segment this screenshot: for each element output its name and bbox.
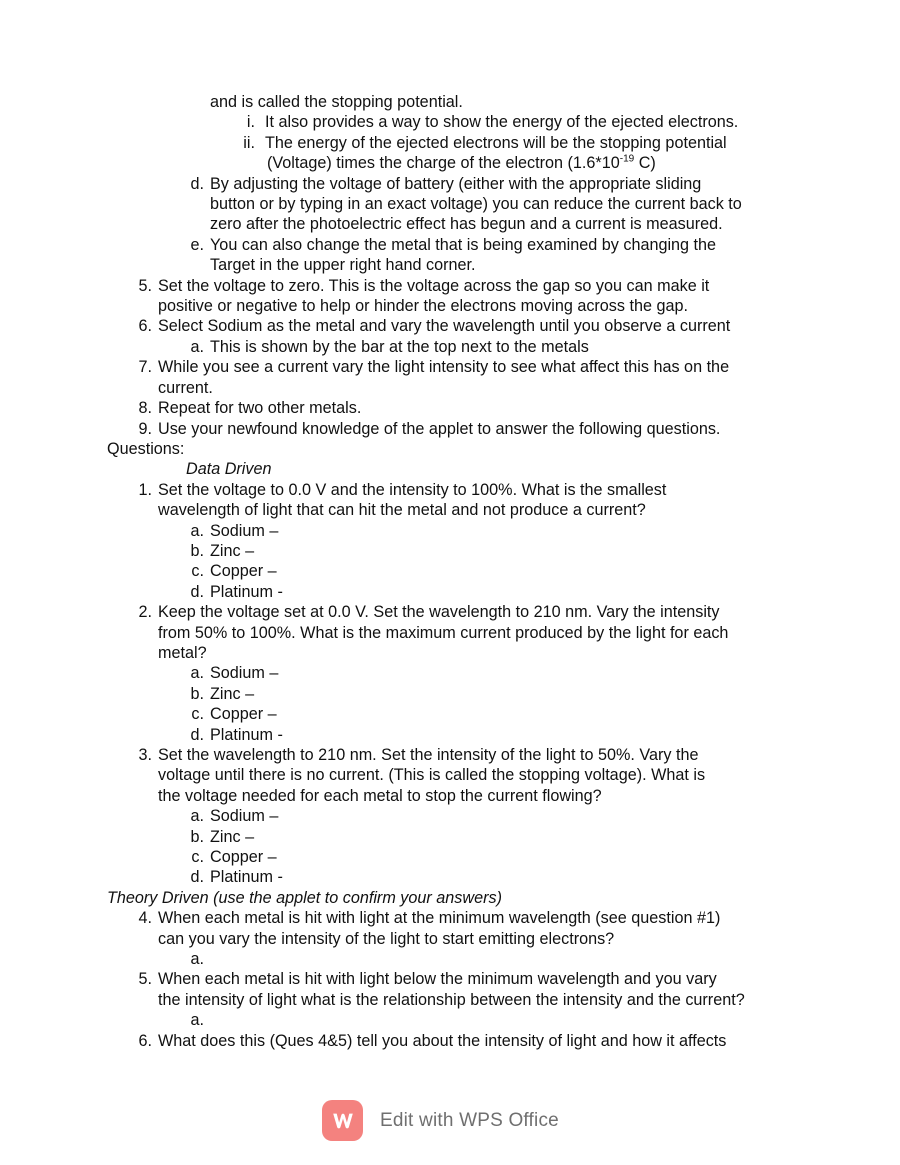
list-item-text: This is shown by the bar at the top next to the metals (210, 337, 589, 356)
charge-exponent: -19 (619, 153, 635, 165)
list-item (107, 969, 795, 989)
list-item (107, 480, 795, 500)
list-item (107, 419, 795, 439)
list-item (186, 847, 795, 867)
list-item-text: The energy of the ejected electrons will be the stopping potential (265, 133, 727, 152)
list-item (186, 684, 795, 704)
list-item-text: Platinum - (210, 868, 283, 887)
list-item-text: Platinum - (210, 725, 283, 744)
list-item-text: Copper – (210, 848, 277, 867)
theory-driven-heading (107, 888, 795, 908)
list-item-continuation-text: voltage until there is no current. (This is called the stopping voltage). What is (158, 766, 706, 785)
charge-expression-base: (Voltage) times the charge of the electron (1.6*10 (267, 154, 620, 173)
list-item-text: While you see a current vary the light intensity to see what affect this has on the (158, 358, 730, 377)
list-item-continuation-text: Target in the upper right hand corner. (210, 256, 476, 275)
list-item-continuation-text: metal? (158, 643, 207, 662)
list-item-text: Sodium – (210, 521, 279, 540)
data-driven-heading (186, 459, 795, 479)
list-item-continuation-text: zero after the photoelectric effect has begun and a current is measured. (210, 215, 723, 234)
list-item-continuation (158, 643, 795, 663)
list-marker: b. (190, 684, 204, 703)
list-item (186, 867, 795, 887)
list-marker: 2. (138, 603, 152, 622)
list-item (107, 908, 795, 928)
list-marker: c. (191, 562, 204, 581)
list-item (107, 398, 795, 418)
list-marker: c. (191, 705, 204, 724)
theory-driven-heading-text: Theory Driven (use the applet to confirm your answers) (107, 888, 502, 907)
list-item-continuation-text (267, 153, 795, 173)
edit-with-wps-office-label: Edit with WPS Office (380, 1109, 559, 1131)
list-item-continuation (158, 990, 795, 1010)
list-item (186, 725, 795, 745)
wps-logo-icon (322, 1100, 363, 1141)
list-item (186, 582, 795, 602)
list-item-text: What does this (Ques 4&5) tell you about the intensity of light and how it affects (158, 1031, 727, 1050)
list-item (107, 357, 795, 377)
list-marker: c. (191, 848, 204, 867)
list-item (186, 521, 795, 541)
list-item-continuation (158, 378, 795, 398)
list-item-text: Keep the voltage set at 0.0 V. Set the wavelength to 210 nm. Vary the intensity (158, 603, 720, 622)
list-item-text: Copper – (210, 562, 277, 581)
continued-paragraph-text: and is called the stopping potential. (210, 93, 463, 111)
list-item-text: Sodium – (210, 807, 279, 826)
questions-heading (107, 439, 795, 459)
list-item-continuation (158, 500, 795, 520)
list-item (186, 663, 795, 683)
list-marker: 7. (138, 358, 152, 377)
list-item (186, 704, 795, 724)
list-item-text: Sodium – (210, 664, 279, 683)
list-item-text: Select Sodium as the metal and vary the wavelength until you observe a current (158, 317, 731, 336)
list-item (107, 1031, 795, 1051)
list-item-continuation-text: from 50% to 100%. What is the maximum current produced by the light for each (158, 623, 729, 642)
list-marker: 3. (138, 746, 152, 764)
list-item-continuation (158, 786, 795, 806)
list-item (186, 827, 795, 847)
list-item-text: Zinc – (210, 827, 255, 846)
list-item-continuation (210, 194, 795, 214)
list-item-continuation-text: current. (158, 378, 213, 397)
list-item-continuation-text: positive or negative to help or hinder the electrons moving across the gap. (158, 297, 688, 316)
list-item-text: Use your newfound knowledge of the applet to answer the following questions. (158, 419, 721, 438)
list-marker: a. (190, 950, 204, 969)
list-marker: e. (190, 235, 204, 254)
list-item (186, 1010, 795, 1030)
list-item-continuation (267, 153, 795, 173)
list-item-text: Set the voltage to zero. This is the voltage across the gap so you can make it (158, 276, 710, 295)
list-item (239, 112, 795, 132)
list-item (186, 174, 795, 194)
list-item-text: Platinum - (210, 582, 283, 601)
list-item-continuation-text: button or by typing in an exact voltage) you can reduce the current back to (210, 195, 742, 214)
list-marker: ii. (243, 133, 255, 152)
list-marker: 9. (138, 419, 152, 438)
list-marker: 4. (138, 909, 152, 928)
list-marker: d. (190, 174, 204, 193)
list-item (186, 949, 795, 969)
list-marker: a. (190, 807, 204, 826)
list-item (186, 337, 795, 357)
list-item-continuation-text: wavelength of light that can hit the metal and not produce a current? (158, 501, 646, 520)
list-marker: 6. (138, 317, 152, 336)
document-text-body (107, 92, 795, 1051)
list-marker: a. (190, 1011, 204, 1030)
list-item-text: Repeat for two other metals. (158, 399, 362, 418)
list-marker: d. (190, 725, 204, 744)
list-item-continuation (158, 623, 795, 643)
list-item-continuation (158, 765, 795, 785)
list-item-continuation (158, 929, 795, 949)
list-marker: d. (190, 582, 204, 601)
list-item (186, 235, 795, 255)
list-item-text: Zinc – (210, 541, 255, 560)
list-item-text: By adjusting the voltage of battery (either with the appropriate sliding (210, 174, 702, 193)
list-item-continuation-text: the intensity of light what is the relationship between the intensity and the current? (158, 990, 745, 1009)
list-item-text: Copper – (210, 705, 277, 724)
list-item-continuation-text: the voltage needed for each metal to stop the current flowing? (158, 786, 602, 805)
list-marker: 5. (138, 276, 152, 295)
list-marker: a. (190, 337, 204, 356)
list-item-text: It also provides a way to show the energy of the ejected electrons. (265, 113, 739, 132)
list-item-text: When each metal is hit with light below the minimum wavelength and you vary (158, 970, 717, 989)
list-item-continuation-text: can you vary the intensity of the light to start emitting electrons? (158, 929, 615, 948)
list-item-continuation (210, 255, 795, 275)
questions-heading-text: Questions: (107, 439, 185, 458)
list-item (107, 602, 795, 622)
list-item-continuation (158, 296, 795, 316)
list-item-continuation (210, 214, 795, 234)
list-item-text: You can also change the metal that is being examined by changing the (210, 235, 717, 254)
list-marker: b. (190, 827, 204, 846)
list-marker: 5. (138, 970, 152, 989)
list-item-text: Set the voltage to 0.0 V and the intensity to 100%. What is the smallest (158, 480, 667, 499)
edit-with-wps-office-badge[interactable] (322, 1100, 559, 1141)
list-item (239, 133, 795, 153)
list-marker: a. (190, 521, 204, 540)
list-item-text: Set the wavelength to 210 nm. Set the intensity of the light to 50%. Vary the (158, 746, 699, 764)
list-marker: b. (190, 541, 204, 560)
charge-expression-tail: C) (634, 154, 656, 173)
list-item (107, 745, 795, 765)
list-item-text: When each metal is hit with light at the minimum wavelength (see question #1) (158, 909, 721, 928)
list-marker: i. (246, 113, 255, 132)
list-item-text: Zinc – (210, 684, 255, 703)
list-marker: 1. (138, 480, 152, 499)
data-driven-heading-text: Data Driven (186, 460, 272, 479)
list-marker: a. (190, 664, 204, 683)
list-item (107, 316, 795, 336)
list-item (107, 276, 795, 296)
list-marker: 6. (138, 1031, 152, 1050)
list-item (186, 541, 795, 561)
list-item (186, 561, 795, 581)
list-marker: 8. (138, 399, 152, 418)
list-item (186, 806, 795, 826)
continued-paragraph (210, 92, 795, 112)
list-marker: d. (190, 868, 204, 887)
